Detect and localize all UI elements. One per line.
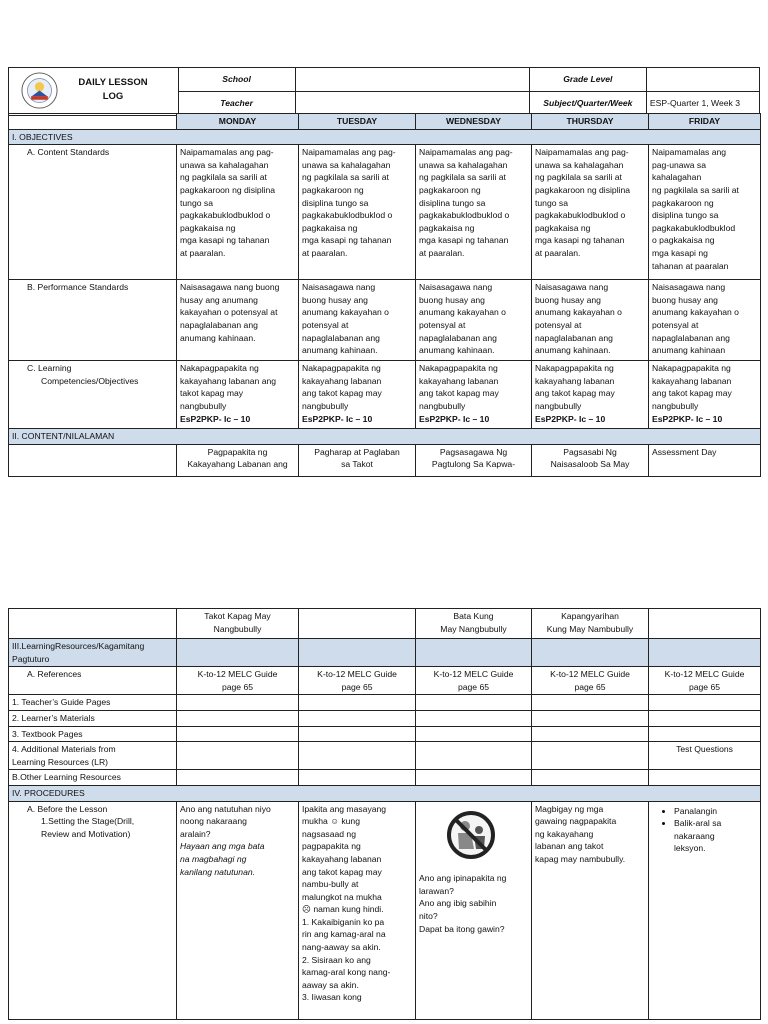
additional-materials-label: 4. Additional Materials from Learning Resources (LR)	[9, 742, 177, 770]
cell	[532, 742, 649, 770]
competency-wednesday: Nakapagpapakita ng kakayahang labanan ang takot kapag may nangbubully EsP2PKP- Ic – 10	[416, 361, 532, 429]
list-item: • Balik-aral sa nakaraang leksyon.	[674, 817, 757, 855]
competency-code: EsP2PKP- Ic – 10	[535, 413, 606, 424]
cell	[649, 710, 761, 726]
cell	[177, 695, 299, 711]
performance-standard-tuesday: Naisasagawa nang buong husay ang anumang kakayahan o potensyal at napaglalabanan ang anumang kahinaan.	[299, 280, 416, 361]
reference-monday: K-to-12 MELC Guide page 65	[177, 667, 299, 695]
list-item: • Panalangin	[674, 805, 757, 818]
cell	[532, 710, 649, 726]
header-logo-cell	[9, 68, 179, 116]
learners-materials-label: 2. Learner’s Materials	[9, 710, 177, 726]
subject-label: Subject/Quarter/Week	[529, 92, 646, 116]
reference-tuesday: K-to-12 MELC Guide page 65	[299, 667, 416, 695]
reference-wednesday: K-to-12 MELC Guide page 65	[416, 667, 532, 695]
content-standards-label: A. Content Standards	[9, 145, 177, 280]
reference-friday: K-to-12 MELC Guide page 65	[649, 667, 761, 695]
competency-monday: Nakapagpapakita ng kakayahang labanan ang takot kapag may nangbubully EsP2PKP- Ic – 10	[177, 361, 299, 429]
competency-code: EsP2PKP- Ic – 10	[302, 413, 373, 424]
no-bullying-sign-icon	[441, 809, 501, 861]
content-standard-thursday: Naipamamalas ang pag- unawa sa kahalagahan ng pagkilala sa sarili at pagkakaroon ng disiplina tungo sa pagkakabuklodbuklod o pagkakaisa ng mga kasapi ng tahanan at paaralan.	[532, 145, 649, 280]
day-header-thursday: THURSDAY	[532, 114, 649, 130]
content-blank	[9, 444, 177, 476]
performance-standard-thursday: Naisasagawa nang buong husay ang anumang kakayahan o potensyal at napaglalabanan ang anumang kahinaan.	[532, 280, 649, 361]
competency-code: EsP2PKP- Ic – 10	[652, 413, 723, 424]
competency-thursday: Nakapagpapakita ng kakayahang labanan ang takot kapag may nangbubully EsP2PKP- Ic – 10	[532, 361, 649, 429]
lesson-log-table-continued	[8, 608, 761, 1020]
section-objectives: I. OBJECTIVES	[9, 129, 761, 145]
cell	[177, 770, 299, 786]
day-header-wednesday: WEDNESDAY	[416, 114, 532, 130]
cell	[299, 726, 416, 742]
teacher-label: Teacher	[178, 92, 295, 116]
competency-tuesday: Nakapagpapakita ng kakayahang labanan ang takot kapag may nangbubully EsP2PKP- Ic – 10	[299, 361, 416, 429]
content-topic-cont-tuesday	[299, 609, 416, 639]
content-topic-thursday: Pagsasabi Ng Naisasaloob Sa May	[532, 444, 649, 476]
day-header-monday: MONDAY	[177, 114, 299, 130]
content-continued-blank	[9, 609, 177, 639]
reference-thursday: K-to-12 MELC Guide page 65	[532, 667, 649, 695]
content-standard-wednesday: Naipamamalas ang pag- unawa sa kahalagahan ng pagkilala sa sarili at pagkakaroon ng disiplina tungo sa pagkakabuklodbuklod o pagkakaisa ng mga kasapi ng tahanan at paaralan.	[416, 145, 532, 280]
content-topic-friday: Assessment Day	[649, 444, 761, 476]
cell	[649, 770, 761, 786]
procedure-thursday: Magbigay ng mga gawaing nagpapakita ng kakayahang labanan ang takot kapag may nambubully.	[532, 801, 649, 1019]
cell	[416, 695, 532, 711]
cell	[416, 770, 532, 786]
resources-blank-tuesday	[299, 639, 416, 667]
performance-standard-wednesday: Naisasagawa nang buong husay ang anumang kakayahan o potensyal at napaglalabanan ang anumang kahinaan.	[416, 280, 532, 361]
grade-level-label: Grade Level	[529, 68, 646, 92]
competency-code: EsP2PKP- Ic – 10	[419, 413, 490, 424]
content-standard-monday: Naipamamalas ang pag- unawa sa kahalagahan ng pagkilala sa sarili at pagkakaroon ng disiplina tungo sa pagkakabuklodbuklod o pagkakaisa ng mga kasapi ng tahanan at paaralan.	[177, 145, 299, 280]
performance-standards-label: B. Performance Standards	[9, 280, 177, 361]
day-header-tuesday: TUESDAY	[299, 114, 416, 130]
performance-standard-friday: Naisasagawa nang buong husay ang anumang kakayahan o potensyal at napaglalabanan ang anumang kahinaan	[649, 280, 761, 361]
cell	[649, 695, 761, 711]
content-topic-tuesday: Pagharap at Paglaban sa Takot	[299, 444, 416, 476]
references-label: A. References	[9, 667, 177, 695]
cell	[416, 710, 532, 726]
content-standard-friday: Naipamamalas ang pag-unawa sa kahalagahan ng pagkilala sa sarili at pagkakaroon ng disiplina tungo sa pagkakabuklodbuklod o pagkakaisa ng mga kasapi ng tahanan at paaralan	[649, 145, 761, 280]
cell	[299, 770, 416, 786]
resources-blank-monday	[177, 639, 299, 667]
performance-standard-monday: Naisasagawa nang buong husay ang anumang kakayahan o potensyal at napaglalabanan ang anumang kahinaan.	[177, 280, 299, 361]
grade-level-value	[646, 68, 759, 92]
cell	[177, 726, 299, 742]
content-topic-cont-friday	[649, 609, 761, 639]
competency-friday: Nakapagpapakita ng kakayahang labanan ang takot kapag may nangbubully EsP2PKP- Ic – 10	[649, 361, 761, 429]
school-value	[295, 68, 529, 92]
subject-value: ESP-Quarter 1, Week 3	[646, 92, 759, 116]
cell	[532, 726, 649, 742]
cell	[416, 742, 532, 770]
day-header-friday: FRIDAY	[649, 114, 761, 130]
lesson-log-table-main	[8, 113, 761, 477]
cell	[416, 726, 532, 742]
content-topic-cont-thursday: Kapangyarihan Kung May Nambubully	[532, 609, 649, 639]
cell	[649, 726, 761, 742]
teachers-guide-label: 1. Teacher’s Guide Pages	[9, 695, 177, 711]
teacher-value	[295, 92, 529, 116]
cell	[299, 742, 416, 770]
deped-seal-icon	[21, 72, 58, 109]
procedure-friday	[649, 801, 761, 1019]
content-topic-monday: Pagpapakita ng Kakayahang Labanan ang	[177, 444, 299, 476]
cell	[532, 770, 649, 786]
procedure-monday: Ano ang natutuhan niyo noong nakaraang aralain? Hayaan ang mga bata na magbahagi ng kanilang natutunan.	[177, 801, 299, 1019]
content-topic-wednesday: Pagsasagawa Ng Pagtulong Sa Kapwa-	[416, 444, 532, 476]
day-header-blank	[9, 114, 177, 130]
cell	[299, 695, 416, 711]
resources-blank-thursday	[532, 639, 649, 667]
resources-blank-friday	[649, 639, 761, 667]
cell	[532, 695, 649, 711]
other-resources-label: B.Other Learning Resources	[9, 770, 177, 786]
competency-code: EsP2PKP- Ic – 10	[180, 413, 251, 424]
content-topic-cont-monday: Takot Kapag May Nangbubully	[177, 609, 299, 639]
competencies-label: C. Learning Competencies/Objectives	[9, 361, 177, 429]
page-title: DAILY LESSON LOG	[78, 77, 148, 102]
cell	[299, 710, 416, 726]
resources-blank-wednesday	[416, 639, 532, 667]
textbook-pages-label: 3. Textbook Pages	[9, 726, 177, 742]
lesson-log-table-top	[8, 67, 760, 116]
section-procedures: IV. PROCEDURES	[9, 785, 761, 801]
cell	[177, 742, 299, 770]
school-label: School	[178, 68, 295, 92]
cell	[177, 710, 299, 726]
procedure-wednesday: Ano ang ipinapakita ng larawan? Ano ang ibig sabihin nito? Dapat ba itong gawin?	[416, 801, 532, 1019]
additional-materials-friday: Test Questions	[649, 742, 761, 770]
procedure-tuesday: Ipakita ang masayang mukha ☺ kung nagsasaad ng pagpapakita ng kakayahang labanan ang takot kapag may nambu-bully at malungkot na mukha ☹ naman kung hindi. 1. Kakaibiganin ko pa rin ang kamag-aral na nang-aaway sa akin. 2. Sisiraan ko ang kamag-aral kong nang- aaway sa akin. 3. Iiwasan kong	[299, 801, 416, 1019]
section-content: II. CONTENT/NILALAMAN	[9, 429, 761, 445]
content-topic-cont-wednesday: Bata Kung May Nangbubully	[416, 609, 532, 639]
before-lesson-label: A. Before the Lesson 1.Setting the Stage(Drill, Review and Motivation)	[9, 801, 177, 1019]
content-standard-tuesday: Naipamamalas ang pag- unawa sa kahalagahan ng pagkilala sa sarili at pagkakaroon ng disiplina tungo sa pagkakabuklodbuklod o pagkakaisa ng mga kasapi ng tahanan at paaralan.	[299, 145, 416, 280]
section-learning-resources: III.LearningResources/Kagamitang Pagtuturo	[9, 639, 177, 667]
